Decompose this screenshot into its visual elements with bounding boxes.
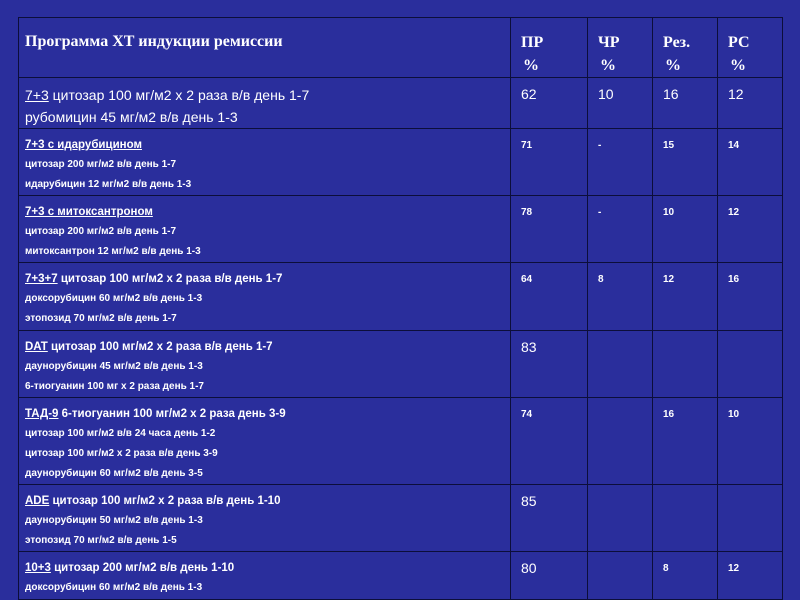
regimen-first-rest: цитозар 200 мг/м2 в/в день 1-10 [50, 562, 235, 574]
regimen-line: доксорубицин 60 мг/м2 в/в день 1-3 [25, 582, 203, 593]
value-pr: 83 [511, 331, 588, 398]
value-rez: 16 [653, 398, 718, 485]
regimen-cell [19, 196, 511, 263]
regimen-cell [19, 331, 511, 398]
regimen-line: цитозар 100 мг/м2 в/в 24 часа день 1-2 [25, 428, 216, 439]
table-row [19, 263, 783, 331]
value-chr [588, 398, 653, 485]
regimen-line: цитозар 200 мг/м2 в/в день 1-7 [25, 226, 177, 237]
regimen-first-line [25, 269, 504, 289]
regimen-first-line [25, 84, 504, 106]
regimen-first-line [25, 491, 504, 511]
regimen-line: доксорубицин 60 мг/м2 в/в день 1-3 [25, 293, 203, 304]
table-row [19, 485, 783, 552]
regimen-name: ADE [25, 495, 50, 507]
regimen-line: рубомицин 45 мг/м2 в/в день 1-3 [25, 109, 238, 125]
value-rs: 12 [718, 196, 783, 263]
regimen-cell [19, 485, 511, 552]
header-rs [718, 18, 783, 78]
value-rs: 12 [718, 78, 783, 129]
value-chr: 8 [588, 263, 653, 331]
header-rs-unit: % [730, 57, 746, 74]
regimen-line: 6-тиогуанин 100 мг х 2 раза день 1-7 [25, 381, 204, 392]
regimen-name: 7+3 с идарубицином [25, 139, 142, 151]
header-chr [588, 18, 653, 78]
header-chr-label: ЧР [598, 34, 620, 51]
header-row [19, 18, 783, 78]
regimen-name: 7+3 [25, 87, 49, 103]
regimen-first-rest: цитозар 100 мг/м2 х 2 раза в/в день 1-7 [47, 341, 273, 353]
regimen-line: идарубицин 12 мг/м2 в/в день 1-3 [25, 179, 192, 190]
value-pr: 64 [511, 263, 588, 331]
regimen-line: цитозар 100 мг/м2 х 2 раза в/в день 3-9 [25, 448, 218, 459]
header-rez-label: Рез. [663, 34, 691, 51]
regimen-cell [19, 552, 511, 600]
regimen-name: ТАД-9 [25, 408, 59, 420]
regimen-cell [19, 78, 511, 129]
header-pr-label: ПР [521, 34, 544, 51]
regimen-line: даунорубицин 50 мг/м2 в/в день 1-3 [25, 515, 203, 526]
header-rs-label: РС [728, 34, 750, 51]
regimen-first-rest: 6-тиогуанин 100 мг/м2 х 2 раза день 3-9 [58, 408, 286, 420]
regimen-first-line [25, 337, 504, 357]
value-rs: 16 [718, 263, 783, 331]
value-rez: 12 [653, 263, 718, 331]
regimen-first-line [25, 404, 504, 424]
regimen-name: DAT [25, 341, 48, 353]
value-pr: 71 [511, 129, 588, 196]
value-chr: 10 [588, 78, 653, 129]
regimen-line: этопозид 70 мг/м2 в/в день 1-7 [25, 313, 177, 324]
value-chr [588, 485, 653, 552]
header-pr-unit: % [523, 57, 539, 74]
regimen-first-rest: цитозар 100 мг/м2 х 2 раза в/в день 1-10 [49, 495, 281, 507]
header-pr [511, 18, 588, 78]
table-row [19, 129, 783, 196]
value-rez [653, 331, 718, 398]
regimen-line: даунорубицин 45 мг/м2 в/в день 1-3 [25, 361, 203, 372]
regimen-first-line [25, 202, 504, 222]
value-rez [653, 485, 718, 552]
regimen-name: 7+3 с митоксантроном [25, 206, 153, 218]
header-rez [653, 18, 718, 78]
regimen-name: 7+3+7 [25, 273, 58, 285]
regimen-cell [19, 398, 511, 485]
header-chr-unit: % [600, 57, 616, 74]
header-title: Программа ХТ индукции ремиссии [19, 18, 511, 78]
table-row [19, 78, 783, 129]
regimen-first-rest: цитозар 100 мг/м2 х 2 раза в/в день 1-7 [48, 87, 310, 103]
regimen-line: этопозид 70 мг/м2 в/в день 1-5 [25, 535, 177, 546]
value-chr [588, 331, 653, 398]
regimen-first-line [25, 135, 504, 155]
regimen-cell [19, 129, 511, 196]
table-row [19, 552, 783, 600]
value-pr: 78 [511, 196, 588, 263]
regimens-table [18, 17, 783, 600]
value-rs: 10 [718, 398, 783, 485]
value-pr: 80 [511, 552, 588, 600]
regimen-name: 10+3 [25, 562, 51, 574]
regimen-line: даунорубицин 60 мг/м2 в/в день 3-5 [25, 468, 203, 479]
value-rez: 16 [653, 78, 718, 129]
table-row [19, 196, 783, 263]
value-rs: 12 [718, 552, 783, 600]
value-rs [718, 485, 783, 552]
value-rez: 15 [653, 129, 718, 196]
header-rez-unit: % [665, 57, 681, 74]
regimen-line: митоксантрон 12 мг/м2 в/в день 1-3 [25, 246, 201, 257]
value-pr: 85 [511, 485, 588, 552]
regimen-first-line [25, 558, 504, 578]
value-pr: 74 [511, 398, 588, 485]
table-row [19, 331, 783, 398]
regimen-line: цитозар 200 мг/м2 в/в день 1-7 [25, 159, 177, 170]
value-rs: 14 [718, 129, 783, 196]
value-rez: 10 [653, 196, 718, 263]
value-rs [718, 331, 783, 398]
value-chr: - [588, 196, 653, 263]
regimen-first-rest: цитозар 100 мг/м2 х 2 раза в/в день 1-7 [57, 273, 283, 285]
value-chr [588, 552, 653, 600]
regimen-cell [19, 263, 511, 331]
table-row [19, 398, 783, 485]
value-chr: - [588, 129, 653, 196]
value-rez: 8 [653, 552, 718, 600]
value-pr: 62 [511, 78, 588, 129]
